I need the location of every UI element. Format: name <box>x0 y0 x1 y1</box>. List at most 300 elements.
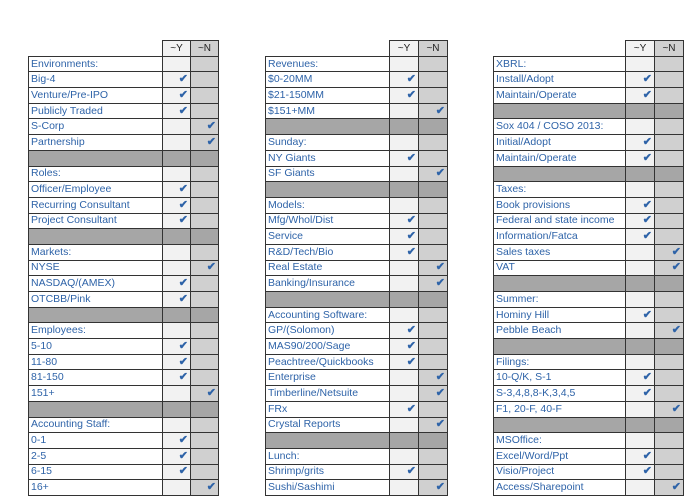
row-label: 6-15 <box>29 464 163 480</box>
yes-cell <box>390 464 419 480</box>
no-cell <box>419 276 448 292</box>
yes-cell <box>390 197 419 213</box>
yes-cell <box>390 229 419 245</box>
separator-cell <box>626 276 655 292</box>
no-cell <box>191 244 219 260</box>
table-row <box>29 276 219 292</box>
yes-cell <box>626 401 655 417</box>
separator-cell <box>266 119 390 135</box>
checkmark-icon: ✔ <box>206 261 216 274</box>
row-label: Service <box>266 229 390 245</box>
yes-cell <box>626 480 655 496</box>
row-label: Summer: <box>494 292 626 308</box>
no-cell <box>655 480 684 496</box>
header-blank <box>266 41 390 57</box>
table-row <box>29 260 219 276</box>
yes-cell <box>390 213 419 229</box>
checkmark-icon: ✔ <box>435 481 445 494</box>
yes-cell <box>626 72 655 88</box>
table-row <box>494 88 684 104</box>
no-cell <box>191 480 219 496</box>
yes-cell <box>390 386 419 402</box>
separator-cell <box>655 103 684 119</box>
row-label: Pebble Beach <box>494 323 626 339</box>
separator-row <box>494 276 684 292</box>
checkmark-icon: ✔ <box>642 73 652 86</box>
yes-cell <box>163 448 191 464</box>
separator-row <box>29 229 219 245</box>
checkmark-icon: ✔ <box>642 308 652 321</box>
separator-row <box>266 433 448 449</box>
yes-cell <box>163 464 191 480</box>
no-cell <box>655 292 684 308</box>
row-label: MAS90/200/Sage <box>266 339 390 355</box>
separator-row <box>29 401 219 417</box>
checkmark-icon: ✔ <box>178 214 188 227</box>
table-row <box>29 56 219 72</box>
no-cell <box>191 119 219 135</box>
separator-cell <box>191 401 219 417</box>
skills-grid-3 <box>493 40 684 496</box>
separator-cell <box>163 307 191 323</box>
yes-cell <box>163 339 191 355</box>
yes-cell <box>390 339 419 355</box>
no-cell <box>191 213 219 229</box>
yes-cell <box>626 119 655 135</box>
table-row <box>494 150 684 166</box>
row-label: Employees: <box>29 323 163 339</box>
table-row <box>29 244 219 260</box>
table-row <box>29 433 219 449</box>
yes-cell <box>163 433 191 449</box>
no-cell <box>419 339 448 355</box>
yes-cell <box>390 307 419 323</box>
row-label: 11-80 <box>29 354 163 370</box>
row-label: 16+ <box>29 480 163 496</box>
no-header: ~N <box>191 41 219 57</box>
no-cell <box>191 292 219 308</box>
no-cell <box>191 135 219 151</box>
no-cell <box>419 386 448 402</box>
row-label: GP/(Solomon) <box>266 323 390 339</box>
row-label: Peachtree/Quickbooks <box>266 354 390 370</box>
yes-cell <box>163 292 191 308</box>
yes-cell <box>163 56 191 72</box>
table-row <box>266 135 448 151</box>
row-label: Taxes: <box>494 182 626 198</box>
checkmark-icon: ✔ <box>642 371 652 384</box>
separator-cell <box>163 229 191 245</box>
separator-cell <box>191 307 219 323</box>
table-row <box>29 119 219 135</box>
row-label: Initial/Adopt <box>494 135 626 151</box>
row-label: Revenues: <box>266 56 390 72</box>
row-label: Real Estate <box>266 260 390 276</box>
checkmark-icon: ✔ <box>642 449 652 462</box>
yes-cell <box>390 103 419 119</box>
table-row <box>494 135 684 151</box>
checkmark-icon: ✔ <box>406 88 416 101</box>
separator-cell <box>163 150 191 166</box>
row-label: Venture/Pre-IPO <box>29 88 163 104</box>
no-cell <box>191 197 219 213</box>
row-label: Lunch: <box>266 448 390 464</box>
separator-cell <box>494 276 626 292</box>
no-cell <box>191 103 219 119</box>
yes-cell <box>626 88 655 104</box>
row-label: F1, 20-F, 40-F <box>494 401 626 417</box>
yes-cell <box>626 448 655 464</box>
separator-cell <box>655 417 684 433</box>
yes-cell <box>163 135 191 151</box>
checkmark-icon: ✔ <box>406 355 416 368</box>
table-row <box>494 292 684 308</box>
yes-cell <box>626 307 655 323</box>
separator-cell <box>494 166 626 182</box>
yes-cell <box>390 244 419 260</box>
checkmark-icon: ✔ <box>435 277 445 290</box>
checkmark-icon: ✔ <box>178 183 188 196</box>
no-cell <box>191 260 219 276</box>
yes-cell <box>390 323 419 339</box>
row-label: Sushi/Sashimi <box>266 480 390 496</box>
row-label: Banking/Insurance <box>266 276 390 292</box>
yes-cell <box>390 276 419 292</box>
yes-cell <box>626 150 655 166</box>
table-row <box>266 103 448 119</box>
checkmark-icon: ✔ <box>206 481 216 494</box>
table-row <box>266 464 448 480</box>
yes-cell <box>163 276 191 292</box>
yes-cell <box>163 213 191 229</box>
separator-row <box>266 292 448 308</box>
no-cell <box>191 417 219 433</box>
row-label: MSOffice: <box>494 433 626 449</box>
checkmark-icon: ✔ <box>435 371 445 384</box>
separator-row <box>266 119 448 135</box>
checkmark-icon: ✔ <box>435 386 445 399</box>
yes-cell <box>626 370 655 386</box>
yes-header: ~Y <box>626 41 655 57</box>
table-row <box>494 72 684 88</box>
table-row <box>29 339 219 355</box>
separator-cell <box>390 182 419 198</box>
table-row <box>266 213 448 229</box>
header-row <box>29 41 219 57</box>
table-row <box>494 433 684 449</box>
grid-body <box>266 41 448 496</box>
row-label: S-Corp <box>29 119 163 135</box>
table-row <box>266 417 448 433</box>
table-row <box>266 323 448 339</box>
checkmark-icon: ✔ <box>671 245 681 258</box>
yes-cell <box>390 56 419 72</box>
no-cell <box>655 197 684 213</box>
yes-cell <box>626 433 655 449</box>
separator-cell <box>494 339 626 355</box>
no-cell <box>419 480 448 496</box>
row-label: VAT <box>494 260 626 276</box>
separator-cell <box>29 229 163 245</box>
no-cell <box>655 229 684 245</box>
row-label: NASDAQ/(AMEX) <box>29 276 163 292</box>
checkmark-icon: ✔ <box>435 261 445 274</box>
table-row <box>266 276 448 292</box>
table-row <box>29 103 219 119</box>
table-row <box>266 401 448 417</box>
checkmark-icon: ✔ <box>406 214 416 227</box>
table-row <box>494 197 684 213</box>
row-label: Publicly Traded <box>29 103 163 119</box>
row-label: Enterprise <box>266 370 390 386</box>
yes-cell <box>163 182 191 198</box>
table-row <box>29 72 219 88</box>
row-label: OTCBB/Pink <box>29 292 163 308</box>
separator-row <box>266 182 448 198</box>
checkmark-icon: ✔ <box>178 88 188 101</box>
row-label: Accounting Staff: <box>29 417 163 433</box>
separator-cell <box>390 292 419 308</box>
no-cell <box>655 56 684 72</box>
table-row <box>29 480 219 496</box>
separator-cell <box>626 166 655 182</box>
separator-cell <box>266 182 390 198</box>
table-row <box>29 323 219 339</box>
row-label: Federal and state income <box>494 213 626 229</box>
no-cell <box>191 386 219 402</box>
checkmark-icon: ✔ <box>406 245 416 258</box>
table-row <box>494 307 684 323</box>
table-row <box>494 480 684 496</box>
yes-cell <box>626 56 655 72</box>
no-cell <box>191 354 219 370</box>
yes-cell <box>390 401 419 417</box>
no-cell <box>419 197 448 213</box>
no-cell <box>191 323 219 339</box>
row-label: 2-5 <box>29 448 163 464</box>
row-label: FRx <box>266 401 390 417</box>
row-label: Timberline/Netsuite <box>266 386 390 402</box>
checkmark-icon: ✔ <box>642 230 652 243</box>
separator-cell <box>390 119 419 135</box>
row-label: 10-Q/K, S-1 <box>494 370 626 386</box>
checkmark-icon: ✔ <box>671 402 681 415</box>
table-row <box>29 417 219 433</box>
no-cell <box>419 370 448 386</box>
table-row <box>29 448 219 464</box>
no-cell <box>655 119 684 135</box>
no-cell <box>655 88 684 104</box>
yes-cell <box>626 386 655 402</box>
row-label: Roles: <box>29 166 163 182</box>
row-label: Filings: <box>494 354 626 370</box>
no-cell <box>419 56 448 72</box>
no-cell <box>191 276 219 292</box>
row-label: Sox 404 / COSO 2013: <box>494 119 626 135</box>
header-row <box>266 41 448 57</box>
checkmark-icon: ✔ <box>178 355 188 368</box>
checkmark-icon: ✔ <box>435 104 445 117</box>
separator-row <box>29 150 219 166</box>
table-row <box>266 354 448 370</box>
no-cell <box>419 307 448 323</box>
no-header: ~N <box>419 41 448 57</box>
table-row <box>266 72 448 88</box>
table-row <box>29 88 219 104</box>
yes-header: ~Y <box>390 41 419 57</box>
yes-cell <box>626 213 655 229</box>
row-label: Excel/Word/Ppt <box>494 448 626 464</box>
row-label: NY Giants <box>266 150 390 166</box>
row-label: $0-20MM <box>266 72 390 88</box>
row-label: R&D/Tech/Bio <box>266 244 390 260</box>
no-cell <box>655 150 684 166</box>
checkmark-icon: ✔ <box>178 339 188 352</box>
yes-cell <box>163 480 191 496</box>
yes-cell <box>163 166 191 182</box>
table-row <box>29 213 219 229</box>
table-row <box>266 339 448 355</box>
no-cell <box>191 433 219 449</box>
no-cell <box>191 448 219 464</box>
no-cell <box>655 72 684 88</box>
yes-cell <box>390 166 419 182</box>
yes-cell <box>163 119 191 135</box>
separator-cell <box>655 166 684 182</box>
table-row <box>266 386 448 402</box>
no-cell <box>191 56 219 72</box>
separator-cell <box>390 433 419 449</box>
separator-row <box>29 307 219 323</box>
separator-cell <box>626 417 655 433</box>
yes-cell <box>626 292 655 308</box>
checkmark-icon: ✔ <box>406 402 416 415</box>
row-label: Information/Fatca <box>494 229 626 245</box>
checkmark-icon: ✔ <box>642 465 652 478</box>
header-blank <box>494 41 626 57</box>
table-row <box>266 260 448 276</box>
row-label: Environments: <box>29 56 163 72</box>
no-cell <box>419 354 448 370</box>
no-cell <box>191 166 219 182</box>
table-row <box>266 244 448 260</box>
row-label: Access/Sharepoint <box>494 480 626 496</box>
skills-grid-2 <box>265 40 448 496</box>
separator-cell <box>419 292 448 308</box>
separator-cell <box>29 401 163 417</box>
no-cell <box>419 229 448 245</box>
table-row <box>266 370 448 386</box>
table-row <box>494 464 684 480</box>
row-label: XBRL: <box>494 56 626 72</box>
no-cell <box>655 433 684 449</box>
header-row <box>494 41 684 57</box>
table-row <box>494 213 684 229</box>
yes-cell <box>163 386 191 402</box>
yes-cell <box>390 88 419 104</box>
no-cell <box>419 135 448 151</box>
separator-row <box>494 339 684 355</box>
no-cell <box>419 323 448 339</box>
checkmark-icon: ✔ <box>671 481 681 494</box>
yes-cell <box>163 72 191 88</box>
row-label: Sunday: <box>266 135 390 151</box>
checkmark-icon: ✔ <box>178 73 188 86</box>
row-label: S-3,4,8,8-K,3,4,5 <box>494 386 626 402</box>
checkmark-icon: ✔ <box>642 386 652 399</box>
row-label: $21-150MM <box>266 88 390 104</box>
no-cell <box>655 323 684 339</box>
row-label: 5-10 <box>29 339 163 355</box>
separator-cell <box>29 307 163 323</box>
row-label: Maintain/Operate <box>494 88 626 104</box>
yes-header: ~Y <box>163 41 191 57</box>
row-label: 151+ <box>29 386 163 402</box>
no-cell <box>655 182 684 198</box>
checkmark-icon: ✔ <box>206 135 216 148</box>
checkmark-icon: ✔ <box>178 434 188 447</box>
no-cell <box>655 448 684 464</box>
no-cell <box>419 72 448 88</box>
no-cell <box>191 370 219 386</box>
table-row <box>29 197 219 213</box>
no-cell <box>419 244 448 260</box>
row-label: Shrimp/grits <box>266 464 390 480</box>
table-row <box>494 56 684 72</box>
yes-cell <box>626 354 655 370</box>
row-label: Visio/Project <box>494 464 626 480</box>
yes-cell <box>626 135 655 151</box>
checkmark-icon: ✔ <box>178 449 188 462</box>
no-cell <box>655 213 684 229</box>
row-label: $151+MM <box>266 103 390 119</box>
row-label: Markets: <box>29 244 163 260</box>
yes-cell <box>390 480 419 496</box>
separator-cell <box>494 417 626 433</box>
row-label: Book provisions <box>494 197 626 213</box>
no-cell <box>191 182 219 198</box>
no-cell <box>655 260 684 276</box>
separator-cell <box>163 401 191 417</box>
grid-body <box>29 41 219 496</box>
table-row <box>29 182 219 198</box>
checkmark-icon: ✔ <box>642 151 652 164</box>
table-row <box>266 480 448 496</box>
row-label: Accounting Software: <box>266 307 390 323</box>
no-cell <box>655 354 684 370</box>
table-row <box>29 370 219 386</box>
table-row <box>266 88 448 104</box>
yes-cell <box>163 103 191 119</box>
table-row <box>494 370 684 386</box>
checkmark-icon: ✔ <box>178 371 188 384</box>
separator-row <box>494 166 684 182</box>
table-row <box>266 150 448 166</box>
row-label: Hominy Hill <box>494 307 626 323</box>
row-label: Officer/Employee <box>29 182 163 198</box>
no-cell <box>419 401 448 417</box>
no-cell <box>655 307 684 323</box>
checkmark-icon: ✔ <box>406 324 416 337</box>
row-label: 81-150 <box>29 370 163 386</box>
table-row <box>29 386 219 402</box>
checkmark-icon: ✔ <box>178 198 188 211</box>
checkmark-icon: ✔ <box>406 73 416 86</box>
no-cell <box>419 260 448 276</box>
separator-cell <box>419 119 448 135</box>
yes-cell <box>390 354 419 370</box>
no-cell <box>655 464 684 480</box>
